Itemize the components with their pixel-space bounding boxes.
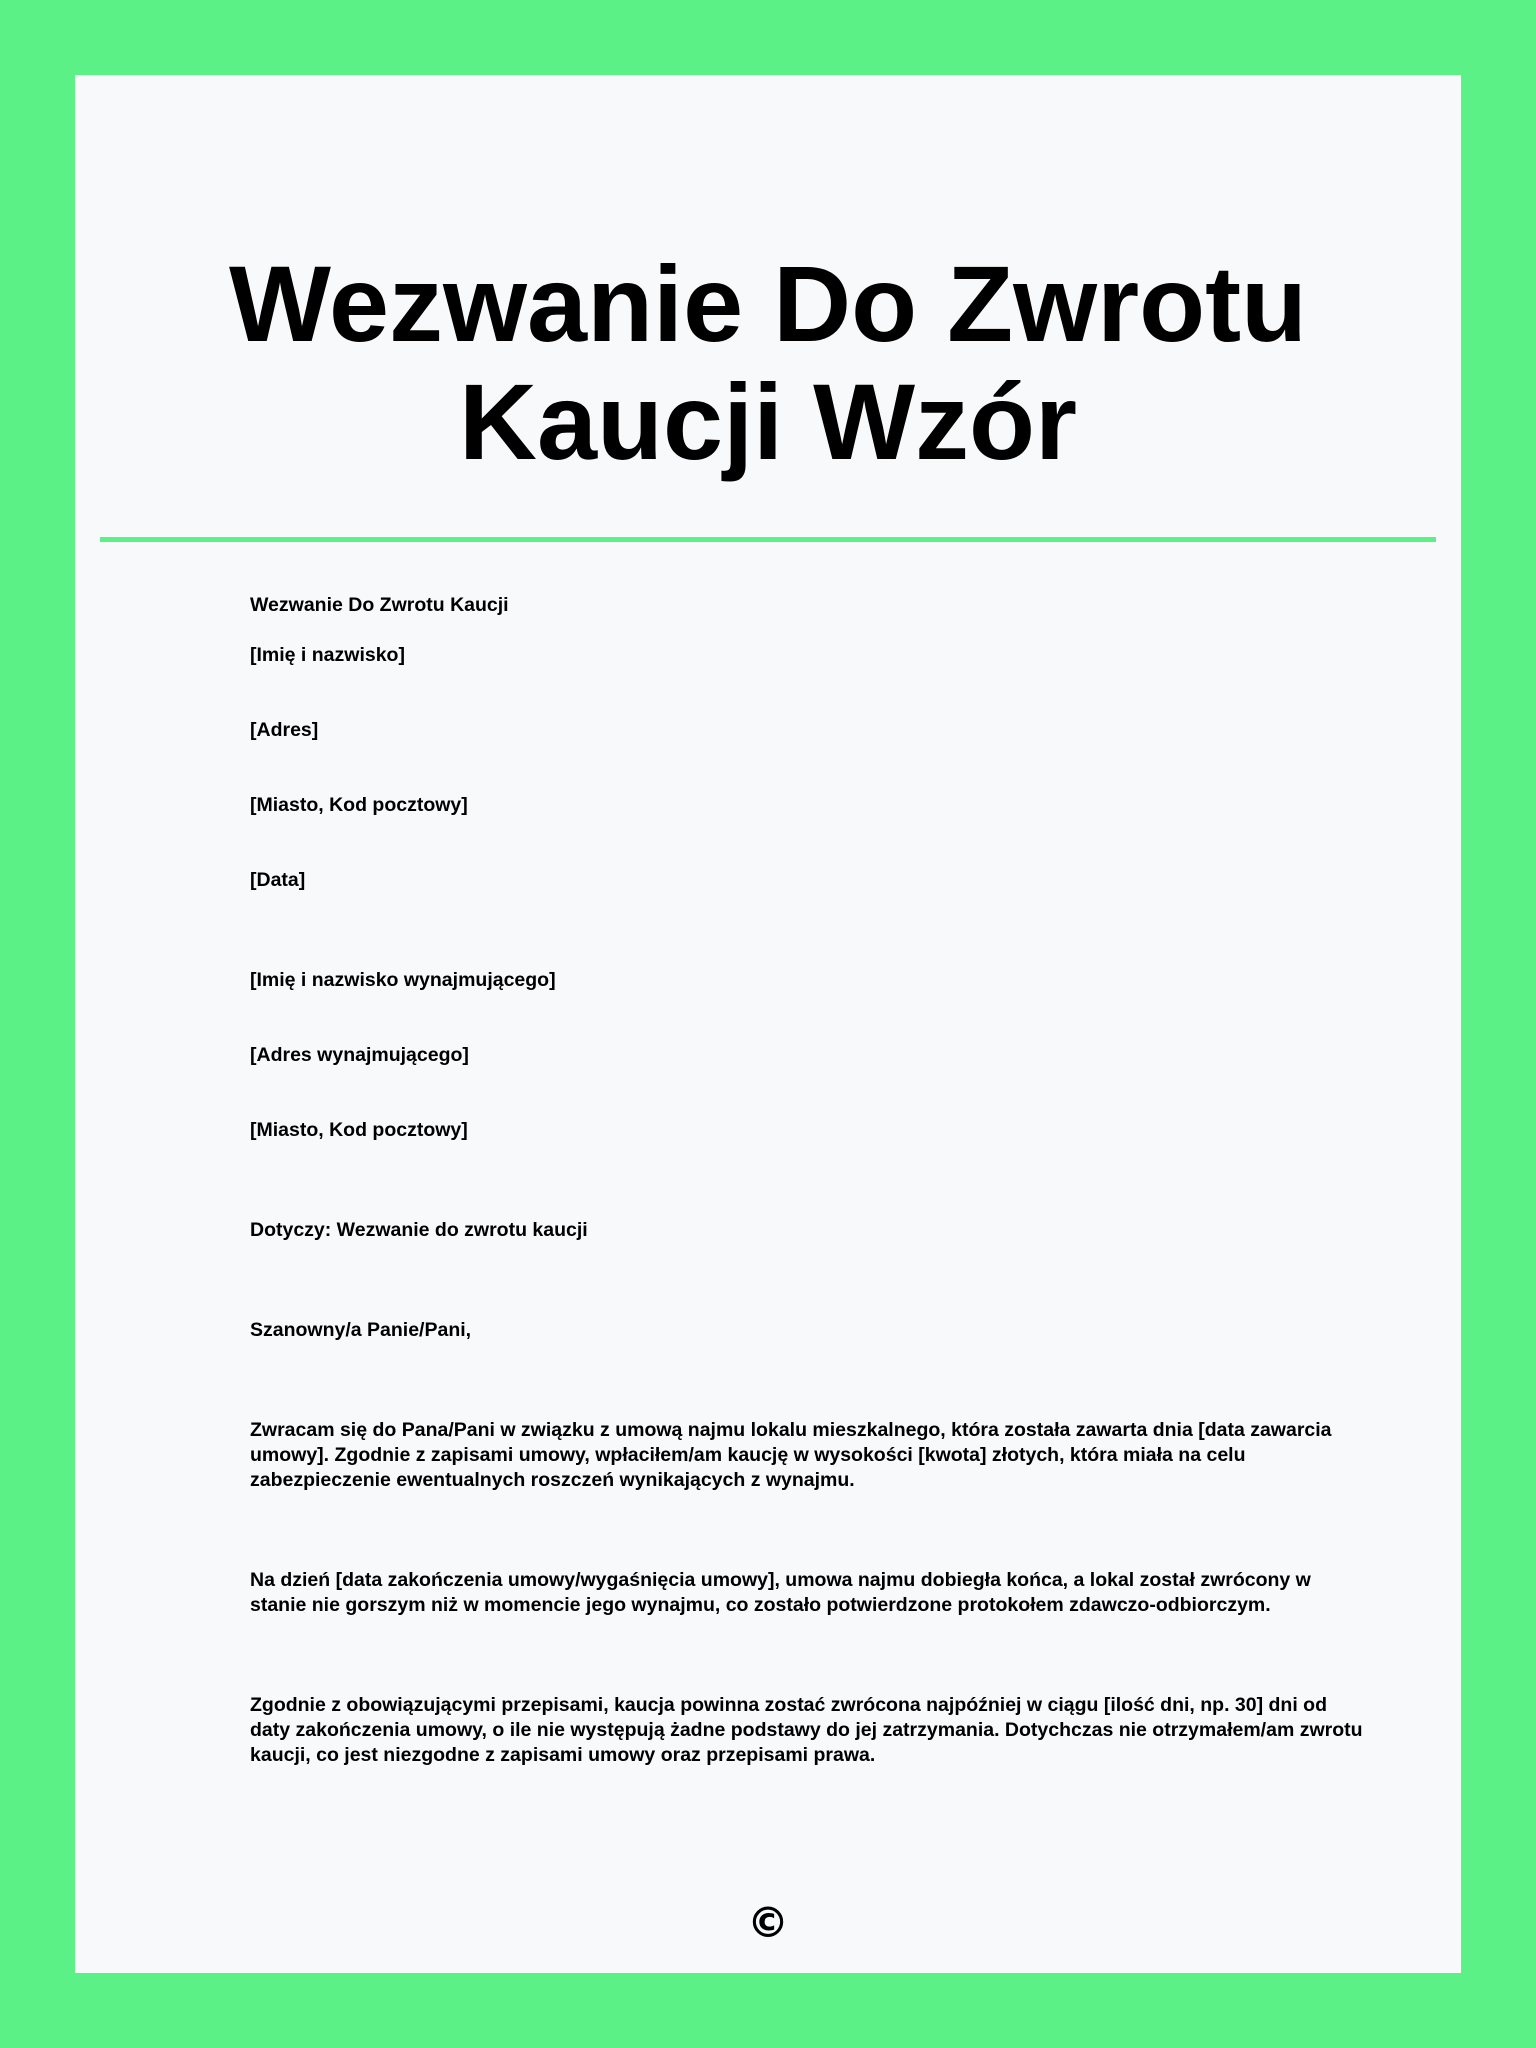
title-divider <box>100 537 1436 542</box>
sender-city: [Miasto, Kod pocztowy] <box>250 794 468 816</box>
sender-name: [Imię i nazwisko] <box>250 644 405 666</box>
recipient-address: [Adres wynajmującego] <box>250 1044 469 1066</box>
recipient-name: [Imię i nazwisko wynajmującego] <box>250 969 556 991</box>
letter-heading: Wezwanie Do Zwrotu Kaucji <box>250 594 509 616</box>
letter-date: [Data] <box>250 869 306 891</box>
copyright-icon: © <box>747 1898 789 1947</box>
page-title: Wezwanie Do Zwrotu Kaucji Wzór <box>228 243 1308 482</box>
document-page <box>75 75 1461 1973</box>
letter-subject: Dotyczy: Wezwanie do zwrotu kaucji <box>250 1219 588 1241</box>
recipient-city: [Miasto, Kod pocztowy] <box>250 1119 468 1141</box>
letter-paragraph: Zwracam się do Pana/Pani w związku z umową najmu lokalu mieszkalnego, która została zawarta dnia [data zawarcia umowy]. Zgodnie z zapisami umowy, wpłaciłem/am kaucję w wysokości [kwota] złotych, która miała na celu zabezpieczenie ewentualnych roszczeń wynikających z wynajmu. <box>250 1419 1332 1491</box>
letter-paragraph: Na dzień [data zakończenia umowy/wygaśnięcia umowy], umowa najmu dobiegła końca, a lokal został zwrócony w stanie nie gorszym niż w momencie jego wynajmu, co zostało potwierdzone protokołem zdawczo-odbiorczym. <box>250 1569 1311 1616</box>
letter-paragraph: Zgodnie z obowiązującymi przepisami, kaucja powinna zostać zwrócona najpóźniej w ciągu [ilość dni, np. 30] dni od daty zakończenia umowy, o ile nie występują żadne podstawy do jej zatrzymania. Dotychczas nie otrzymałem/am zwrotu kaucji, co jest niezgodne z zapisami umowy oraz przepisami prawa. <box>250 1694 1363 1766</box>
letter-body <box>250 593 1370 1768</box>
sender-address: [Adres] <box>250 719 319 741</box>
letter-salutation: Szanowny/a Panie/Pani, <box>250 1319 472 1341</box>
